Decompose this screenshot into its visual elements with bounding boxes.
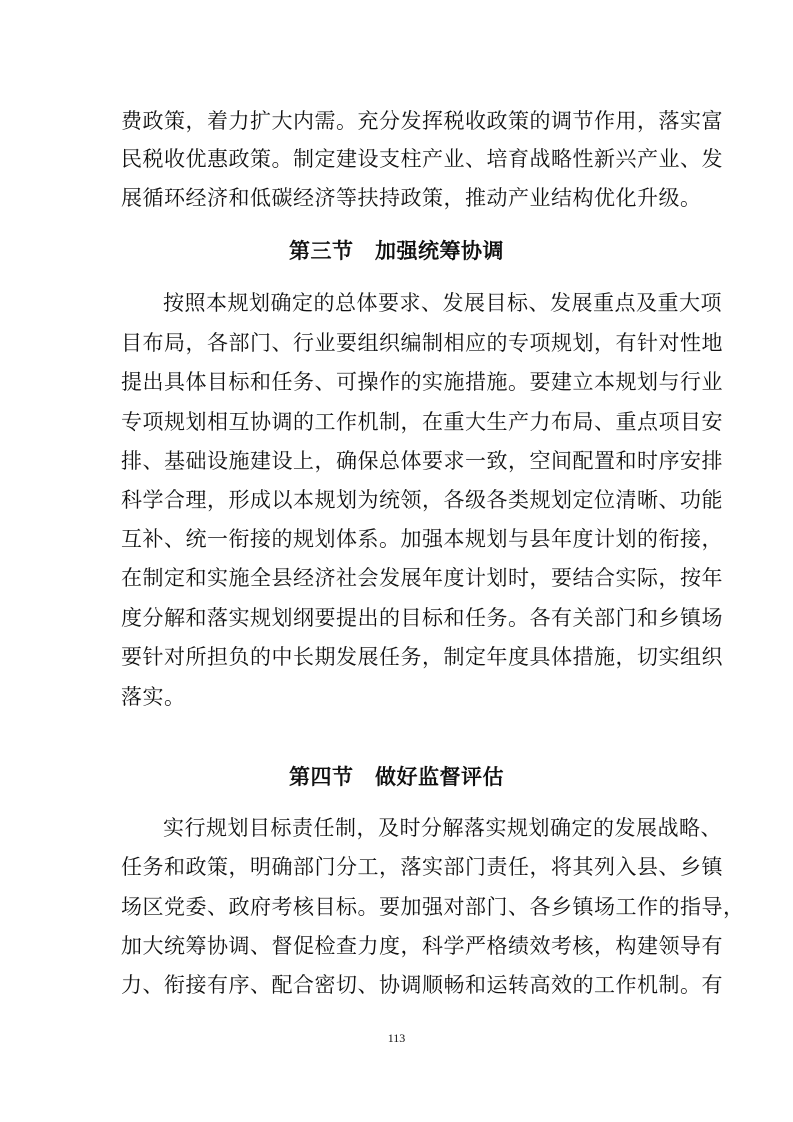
paragraph-line: 按照本规划确定的总体要求、发展目标、发展重点及重大项 (163, 291, 722, 315)
paragraph-line: 加大统筹协调、督促检查力度，科学严格绩效考核，构建领导有 (121, 934, 723, 958)
paragraph-line: 目布局，各部门、行业要组织编制相应的专项规划，有针对性地 (121, 331, 723, 355)
paragraph-line: 落实。 (121, 685, 186, 709)
section-heading: 第三节 加强统筹协调 (289, 238, 504, 263)
paragraph-line: 费政策，着力扩大内需。充分发挥税收政策的调节作用，落实富 (121, 109, 723, 133)
paragraph-line: 专项规划相互协调的工作机制，在重大生产力布局、重点项目安 (121, 410, 723, 434)
paragraph-line: 要针对所担负的中长期发展任务，制定年度具体措施，切实组织 (121, 645, 723, 669)
paragraph-line: 提出具体目标和任务、可操作的实施措施。要建立本规划与行业 (121, 370, 723, 394)
paragraph-line: 民税收优惠政策。制定建设支柱产业、培育战略性新兴产业、发 (121, 147, 723, 171)
paragraph-line: 展循环经济和低碳经济等扶持政策，推动产业结构优化升级。 (121, 186, 702, 210)
paragraph-line: 排、基础设施建设上，确保总体要求一致，空间配置和时序安排 (121, 449, 723, 473)
paragraph-line: 实行规划目标责任制，及时分解落实规划确定的发展战略、 (163, 816, 722, 840)
section-heading: 第四节 做好监督评估 (289, 764, 504, 789)
paragraph-line: 场区党委、政府考核目标。要加强对部门、各乡镇场工作的指导， (121, 895, 745, 919)
paragraph-line: 力、衔接有序、配合密切、协调顺畅和运转高效的工作机制。有 (121, 973, 723, 997)
paragraph-line: 度分解和落实规划纲要提出的目标和任务。各有关部门和乡镇场 (121, 606, 723, 630)
paragraph-line: 在制定和实施全县经济社会发展年度计划时，要结合实际，按年 (121, 566, 723, 590)
paragraph-line: 互补、统一衔接的规划体系。加强本规划与县年度计划的衔接， (121, 527, 723, 551)
paragraph-line: 任务和政策，明确部门分工，落实部门责任，将其列入县、乡镇 (121, 855, 723, 879)
paragraph-line: 科学合理，形成以本规划为统领，各级各类规划定位清晰、功能 (121, 488, 723, 512)
page-number: 113 (387, 1031, 406, 1045)
